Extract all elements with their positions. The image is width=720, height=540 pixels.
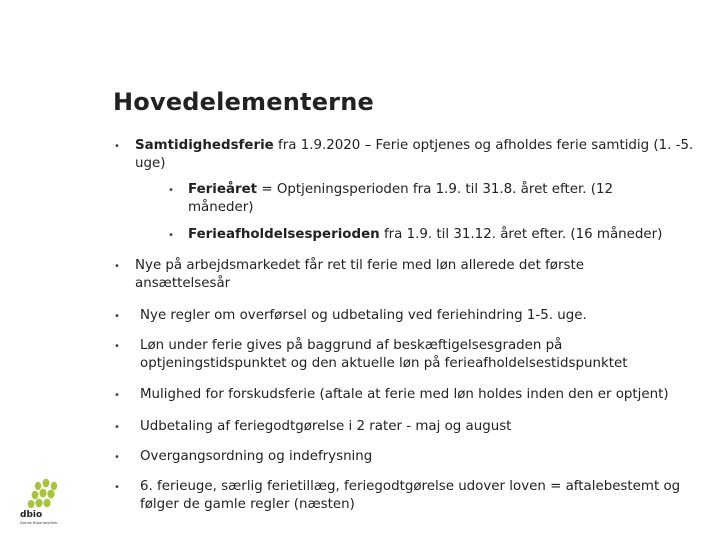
bullet-marker: • <box>168 230 174 241</box>
bullet-item-samtidighedsferie <box>135 137 710 173</box>
logo-subtitle: Dansk Bioanalytiker <box>20 520 58 525</box>
term-label: Samtidighedsferie <box>135 138 274 153</box>
logo-name: dbio <box>20 510 43 520</box>
bullet-item: Mulighed for forskudsferie (aftale at ferie med løn holdes inden den er optjent) <box>140 387 669 402</box>
bullet-item: Løn under ferie gives på baggrund af beskæftigelsesgraden på optjeningstidspunktet og den aktuelle løn på ferieafholdelsestidspunktet <box>140 338 628 371</box>
bullet-marker: • <box>114 141 120 152</box>
bullet-marker: • <box>114 261 120 272</box>
item-text: = Optjeningsperioden fra 1.9. til 31.8. året efter. (12 måneder) <box>188 182 614 215</box>
bullet-marker: • <box>168 185 174 196</box>
bullet-marker: • <box>114 422 120 433</box>
bullet-item: Overgangsordning og indefrysning <box>140 449 373 464</box>
slide-title: Hovedelementerne <box>113 88 374 116</box>
sub-item-ferieaaret <box>188 181 678 217</box>
sub-item-ferieafholdelsesperioden <box>188 226 708 244</box>
bullet-item: Udbetaling af feriegodtgørelse i 2 rater - maj og august <box>140 419 512 434</box>
bullet-marker: • <box>114 390 120 401</box>
bullet-item: 6. ferieuge, særlig ferietillæg, feriegodtgørelse udover loven = aftalebestemt og følger de gamle regler (næsten) <box>140 479 681 512</box>
bullet-marker: • <box>114 311 120 322</box>
item-text: fra 1.9. til 31.12. året efter. (16 måneder) <box>379 227 663 242</box>
bullet-marker: • <box>114 482 120 493</box>
bullet-item: Nye regler om overførsel og udbetaling ved feriehindring 1-5. uge. <box>140 308 587 323</box>
bullet-item: Nye på arbejdsmarkedet får ret til ferie med løn allerede det første ansættelsesår <box>135 258 584 291</box>
paw-print-icon <box>28 479 58 508</box>
dbio-logo <box>18 474 68 526</box>
bullet-marker: • <box>114 341 120 352</box>
item-text: fra 1.9.2020 – Ferie optjenes og afholdes ferie samtidig (1. -5. uge) <box>135 138 694 171</box>
term-label: Ferieafholdelsesperioden <box>188 227 380 242</box>
bullet-marker: • <box>114 452 120 463</box>
term-label: Ferieåret <box>188 182 258 197</box>
